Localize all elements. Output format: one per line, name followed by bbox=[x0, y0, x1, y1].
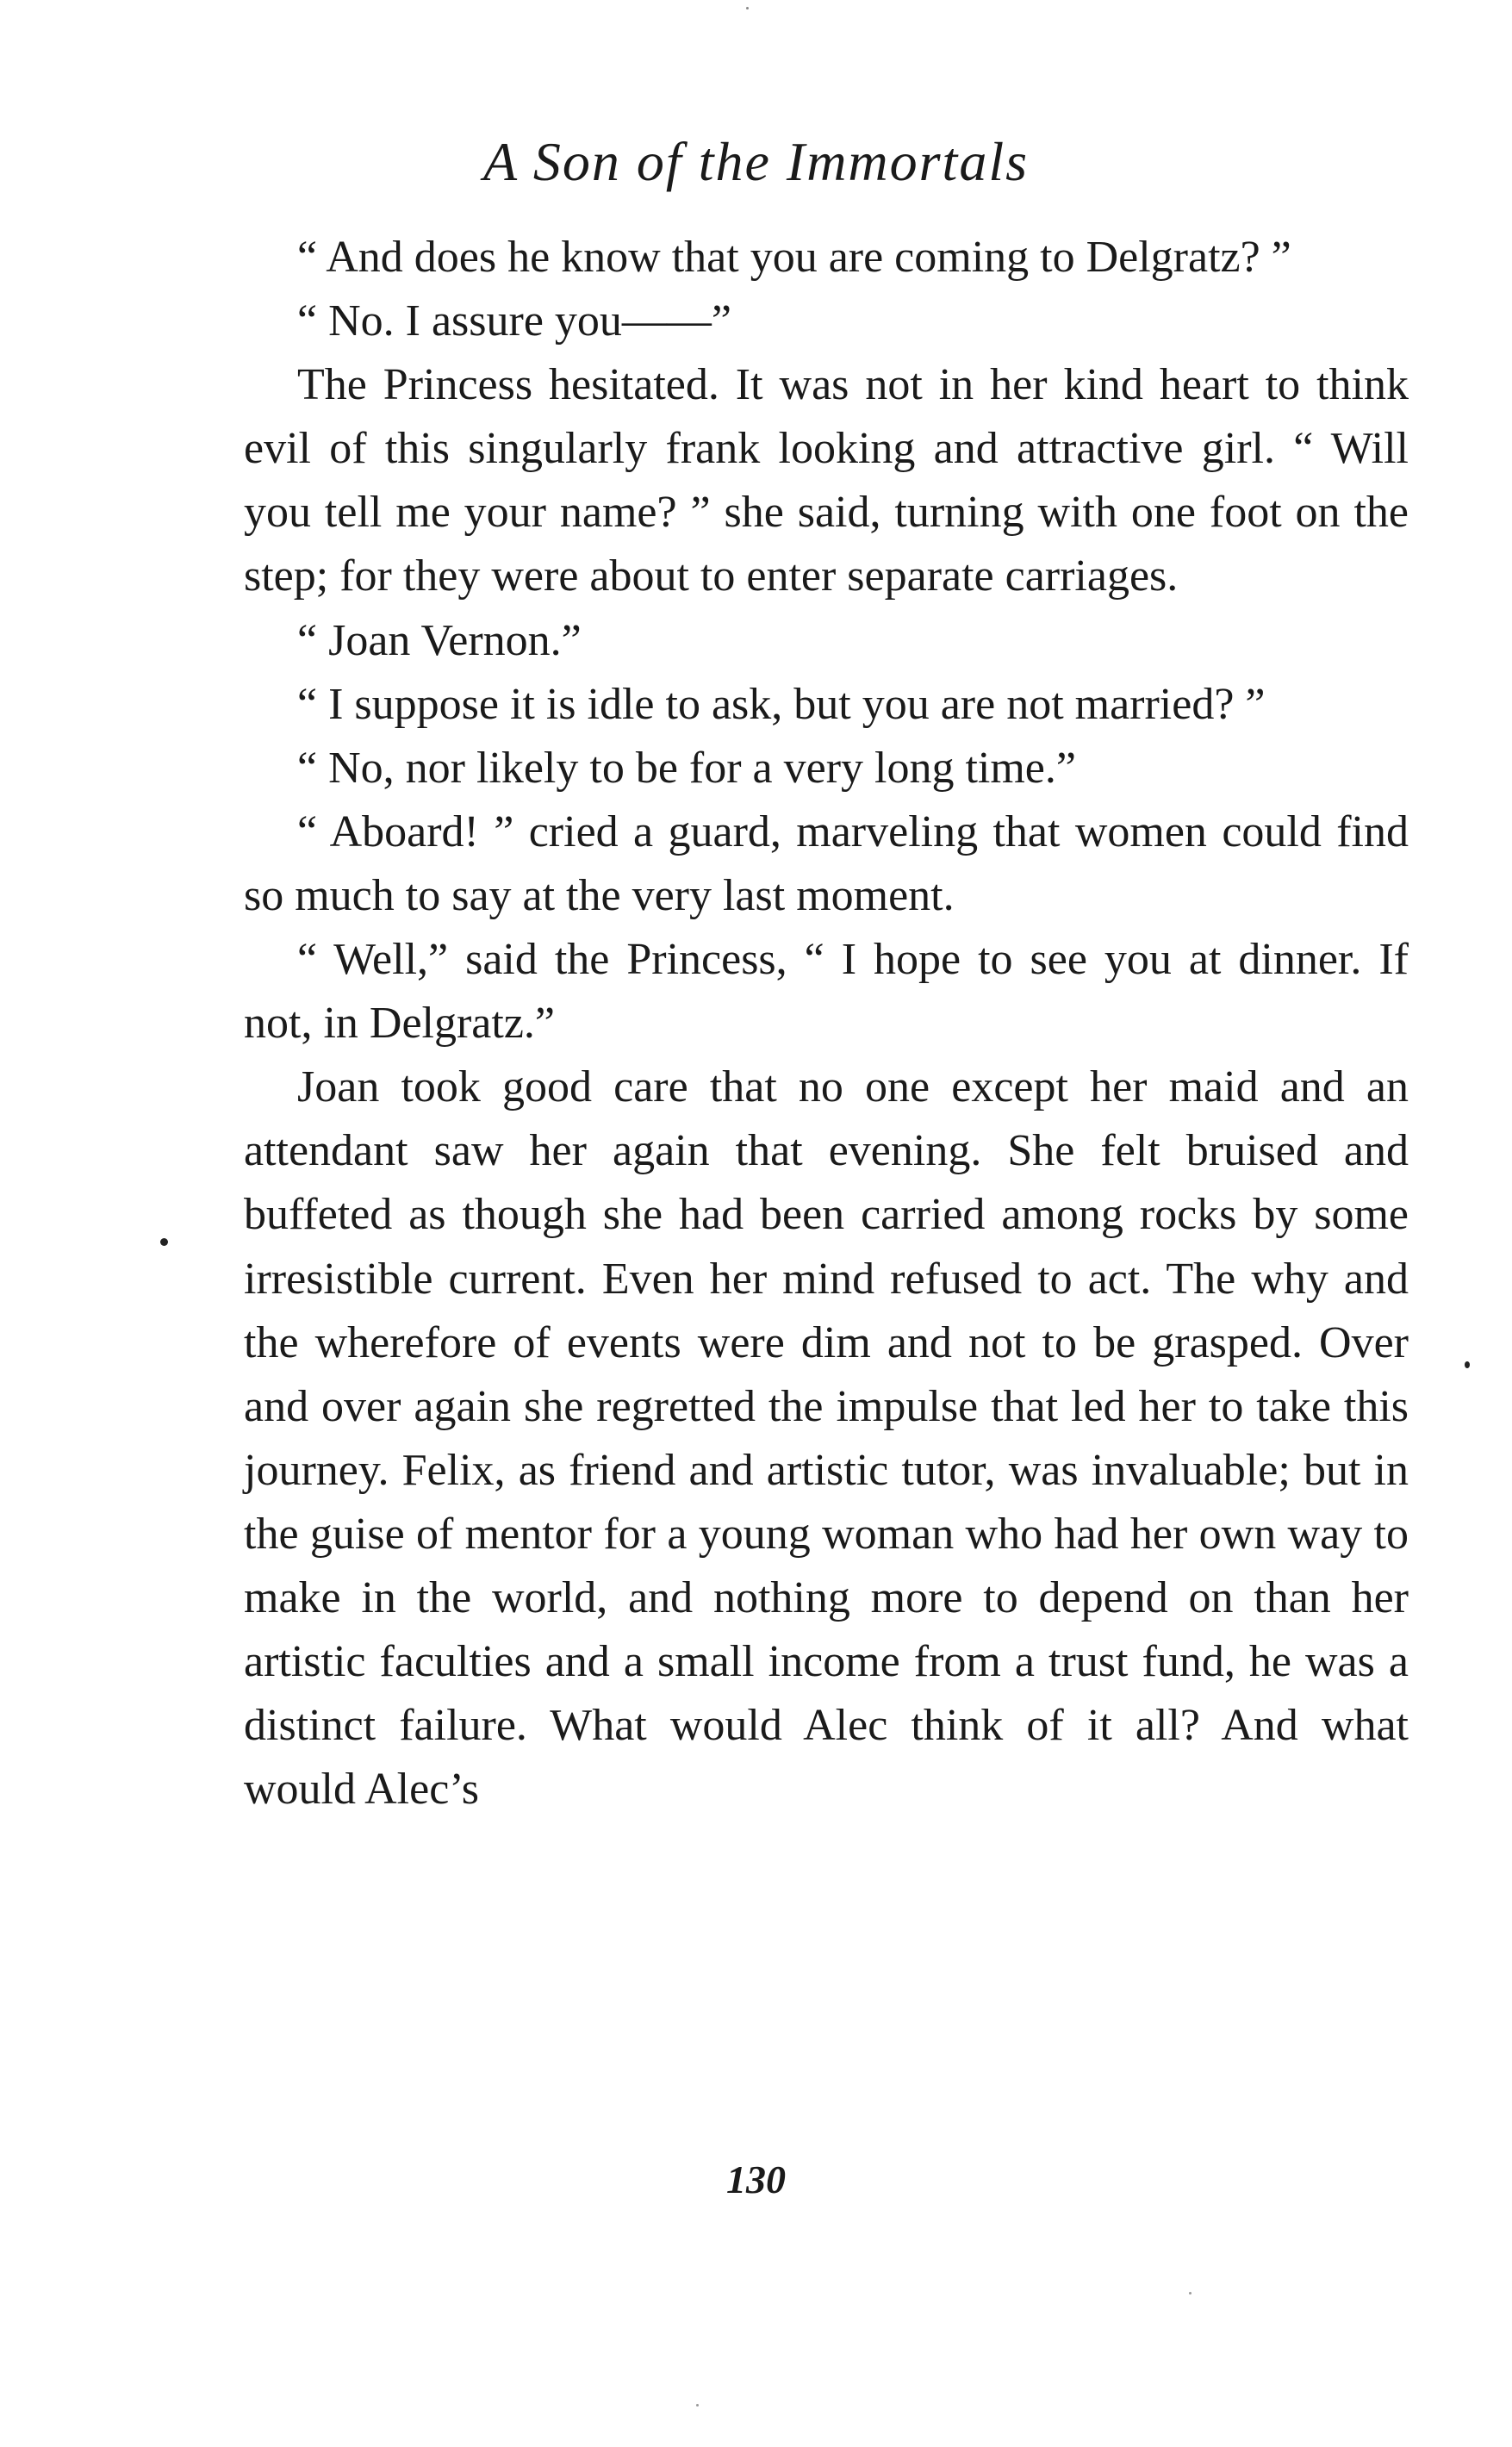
paragraph: “ Well,” said the Princess, “ I hope to see you at dinner. If not, in Delgratz.” bbox=[244, 935, 1409, 1049]
scan-speck bbox=[746, 7, 749, 9]
paragraph: “ Joan Vernon.” bbox=[297, 615, 582, 665]
paragraph: “ No. I assure you——” bbox=[297, 296, 731, 346]
running-title: A Son of the Immortals bbox=[482, 131, 1030, 192]
paragraph: The Princess hesitated. It was not in her kind heart to think evil of this singularly frank looking and attractive girl. “ Will you tell me your name? ” she said, turning with one foot on the step; for they were about to enter separate carriages. bbox=[244, 360, 1409, 601]
paragraph: “ No, nor likely to be for a very long time.” bbox=[297, 743, 1076, 793]
paragraph: “ Aboard! ” cried a guard, marveling that women could find so much to say at the very last moment. bbox=[244, 806, 1409, 920]
page-number: 130 bbox=[726, 2157, 786, 2201]
paragraph: “ I suppose it is idle to ask, but you are not married? ” bbox=[297, 679, 1266, 729]
scan-speck bbox=[1189, 2292, 1192, 2294]
paragraph: Joan took good care that no one except her maid and an attendant saw her again that evening. She felt bruised and buffeted as though she had been carried among rocks by some irresistible current. Even her mind refused to act. The why and the wherefore of events were dim and not to be grasped. Over and over again she regretted the impulse that led her to take this journey. Felix, as friend and artistic tutor, was invaluable; but in the guise of mentor for a young woman who had her own way to make in the world, and nothing more to depend on than her artistic faculties and a small income from a trust fund, he was a distinct failure. What would Alec think of it all? And what would Alec’s bbox=[244, 1062, 1409, 1815]
paragraph: “ And does he know that you are coming to Delgratz? ” bbox=[297, 233, 1291, 282]
scan-speck bbox=[160, 1238, 168, 1246]
body-text bbox=[244, 226, 1409, 1821]
scan-speck bbox=[696, 2404, 699, 2407]
scan-speck bbox=[1465, 1361, 1470, 1368]
